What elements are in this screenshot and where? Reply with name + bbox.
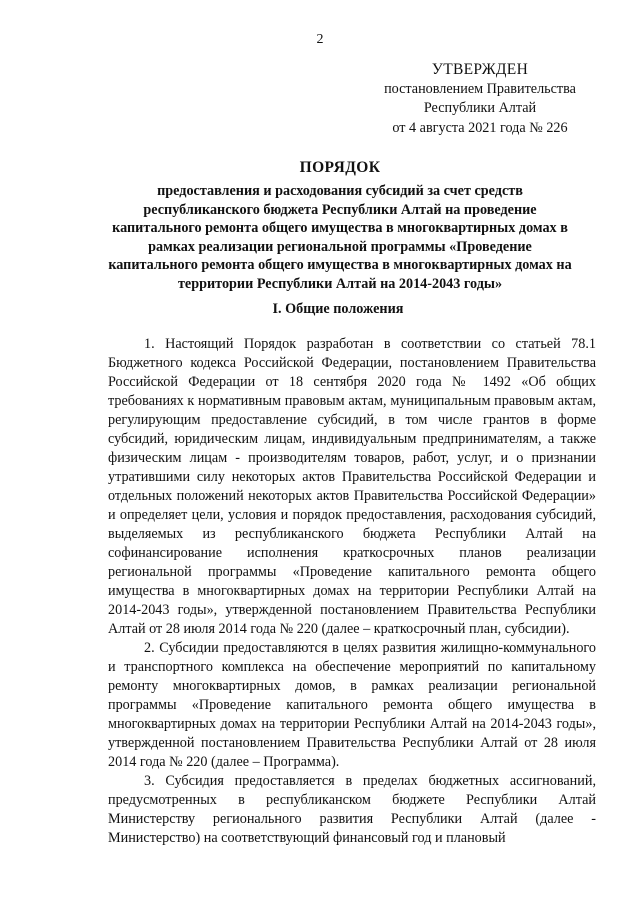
paragraph-3: 3. Субсидия предоставляется в пределах бюджетных ассигнований, предусмотренных в республиканском бюджете Республики Алтай Министерству регионального развития Республики Алтай (далее - Министерство) на соответствующий финансовый год и плановый [108,773,596,846]
page-number: 2 [316,32,324,47]
title-subtitle: предоставления и расходования субсидий за счет средств республиканского бюджета Республики Алтай на проведение капитального ремонта общего имущества в многоквартирных домах в рамках реализации региональной программы «Проведение капитального ремонта общего имущества в многоквартирных домах на территории Республики Алтай на 2014-2043 годы» [108,183,572,292]
approval-stamp [370,60,590,138]
approval-line-1: постановлением Правительства [384,80,576,97]
approval-line-3: от 4 августа 2021 года № 226 [392,119,568,136]
paragraph-2: 2. Субсидии предоставляются в целях развития жилищно-коммунального и транспортного комплекса на обеспечение мероприятий по капитальному ремонту многоквартирных домов, в рамках реализации региональной программы «Проведение капитального ремонта общего имущества в многоквартирных домах на территории Республики Алтай на 2014-2043 годы», утвержденной постановлением Правительства Республики Алтай от 28 июля 2014 года № 220 (далее – Программа). [108,640,596,770]
document-title [108,158,572,293]
paragraph-1: 1. Настоящий Порядок разработан в соответствии со статьей 78.1 Бюджетного кодекса Российской Федерации, постановлением Правительства Российской Федерации от 18 сентября 2020 года № 1492 «Об общих требованиях к нормативным правовым актам, муниципальным правовым актам, регулирующим предоставление субсидий, в том числе грантов в форме субсидий, юридическим лицам, индивидуальным предпринимателям, а также физическим лицам - производителям товаров, работ, услуг, и о признании утратившими силу некоторых актов Правительства Российской Федерации и отдельных положений некоторых актов Правительства Российской Федерации» и определяет цели, условия и порядок предоставления, расходования субсидий, выделяемых из республиканского бюджета Республики Алтай на софинансирование исполнения краткосрочных планов реализации региональной программы «Проведение капитального ремонта общего имущества в многоквартирных домах на территории Республики Алтай на 2014-2043 годы», утвержденной постановлением Правительства Республики Алтай от 28 июля 2014 года № 220 (далее – краткосрочный план, субсидии). [108,336,596,637]
document-body [108,335,596,848]
approval-line-2: Республики Алтай [423,100,537,116]
section-heading: I. Общие положения [272,301,404,317]
title-main: ПОРЯДОК [299,159,381,176]
approval-heading: УТВЕРЖДЕН [431,61,529,78]
